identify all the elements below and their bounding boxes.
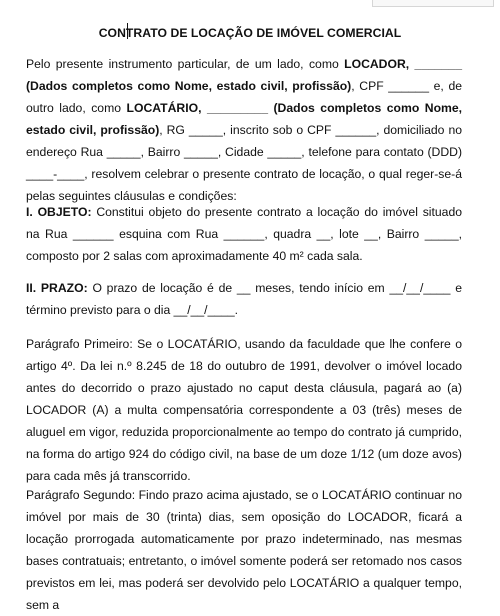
preamble-text-1: Pelo presente instrumento particular, de um lado, como [26,57,339,71]
prazo-text: O prazo de locação é de __ meses, tendo início em __/__/____ e término previsto para o dia __/__/____. [26,281,463,317]
locador-label: LOCADOR, _______ [344,57,462,71]
locatario-details: (Dados completos como Nome, estado civil, profissão) [26,101,463,137]
locatario-label: LOCATÁRIO, _________ [126,101,268,115]
toolbar-edge [372,0,494,7]
objeto-clause [26,201,462,267]
prazo-label: II. PRAZO: [26,281,88,295]
paragrafo-primeiro: Parágrafo Primeiro: Se o LOCATÁRIO, usando da faculdade que lhe confere o artigo 4º. Da lei n.º 8.245 de 18 do outubro de 1991, devolver o imóvel locado antes do decorrido o prazo ajustado no caput desta cláusula, pagará ao (a) LOCADOR (A) a multa compensatória correspondente a 03 (três) meses de aluguel em vigor, reduzida proporcionalmente ao tempo do contrato já cumprido, na forma do artigo 924 do código civil, na base de um doze 1/12 (um doze avos) para cada mês já transcorrido. [26,337,462,483]
document-title: CONTRATO DE LOCAÇÃO DE IMÓVEL COMERCIAL [98,26,402,40]
preamble-paragraph [26,53,462,207]
objeto-label: I. OBJETO: [26,205,92,219]
paragrafo-segundo: Parágrafo Segundo: Findo prazo acima ajustado, se o LOCATÁRIO continuar no imóvel por mais de 30 (trinta) dias, sem oposição do LOCADOR, ficará a locação prorrogada automaticamente por prazo indeterminado, nas mesmas bases contratuais; entretanto, o imóvel somente poderá ser retomado nos casos previstos em lei, mas poderá ser devolvido pelo LOCATÁRIO a qualquer tempo, sem a [26,488,462,612]
preamble-text-2: , CPF ______ e, de outro lado, como [26,79,462,115]
preamble-text-3: , RG _____, inscrito sob o CPF ______, domiciliado no endereço Rua _____, Bairro _____, Cidade _____, telefone para contato (DDD) ____-____, resolvem celebrar o presente contrato de locação, o qual reger-se-á pelas seguintes cláusulas e condições: [26,123,463,203]
objeto-text: Constitui objeto do presente contrato a locação do imóvel situado na Rua ______ esquina com Rua ______, quadra __, lote __, Bairro _____, composto por 2 salas com aproximadamente 40 m² cada sala. [26,205,463,263]
locador-details: (Dados completos como Nome, estado civil, profissão) [26,79,352,93]
prazo-clause [26,277,462,321]
